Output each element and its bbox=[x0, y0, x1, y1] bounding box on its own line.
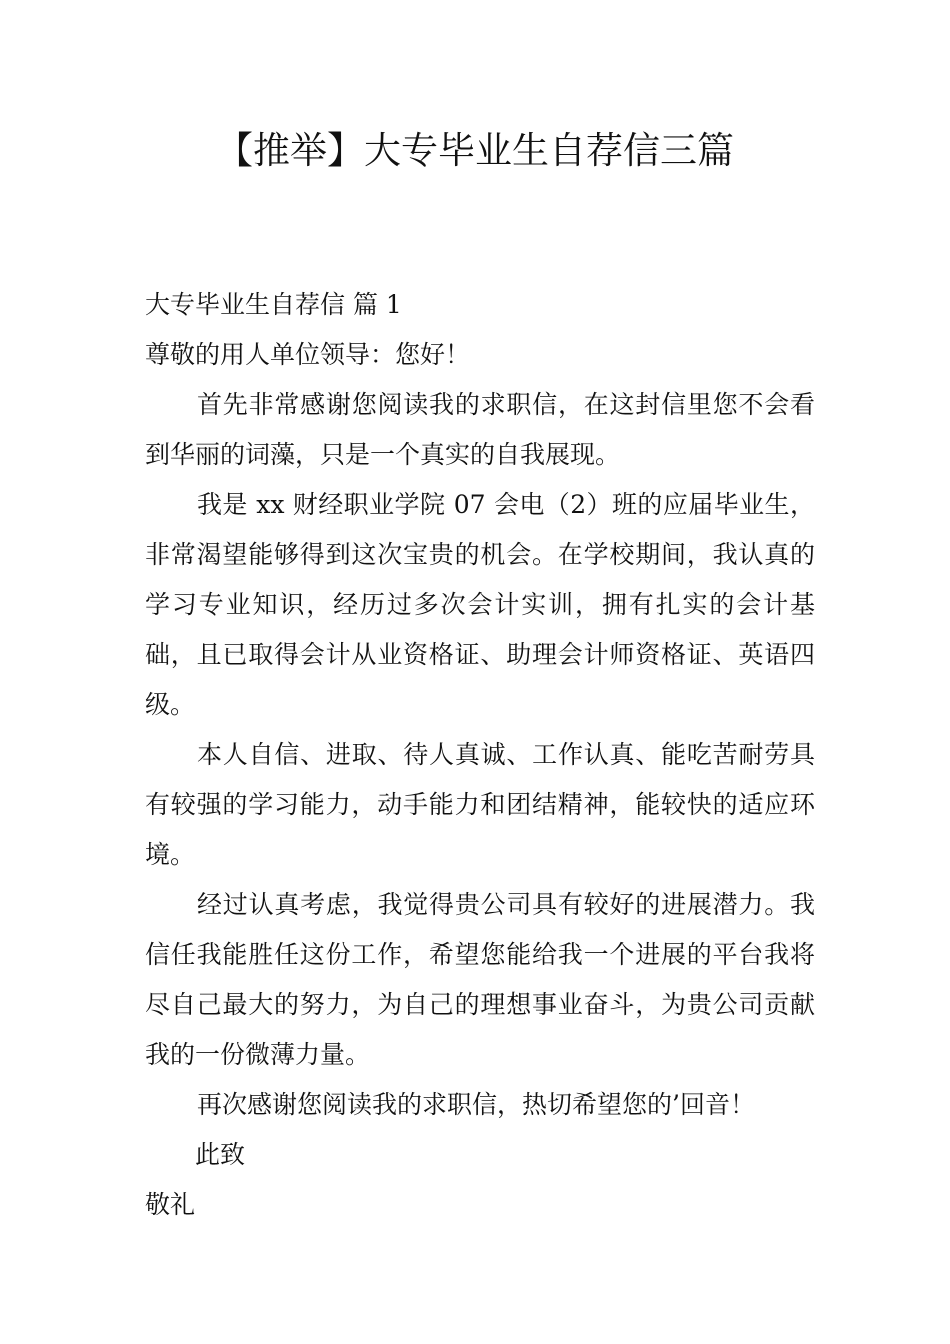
paragraph-motivation: 经过认真考虑，我觉得贵公司具有较好的进展潜力。我信任我能胜任这份工作，希望您能给我一个进展的平台我将尽自己最大的努力，为自己的理想事业奋斗，为贵公司贡献我的一份微薄力量。 bbox=[145, 890, 815, 1069]
closing-jingli: 敬礼 bbox=[145, 1190, 196, 1219]
paragraph-intro: 首先非常感谢您阅读我的求职信，在这封信里您不会看到华丽的词藻，只是一个真实的自我展现。 bbox=[145, 390, 815, 469]
salutation: 尊敬的用人单位领导：您好！ bbox=[145, 340, 471, 369]
closing-cizhi: 此致 bbox=[195, 1140, 246, 1169]
paragraph-background: 我是 xx 财经职业学院 07 会电（2）班的应届毕业生，非常渴望能够得到这次宝贵的机会。在学校期间，我认真的学习专业知识，经历过多次会计实训，拥有扎实的会计基础，且已取得会计从业资格证、助理会计师资格证、英语四级。 bbox=[145, 490, 815, 719]
document-body bbox=[145, 280, 815, 1230]
paragraph-thanks: 再次感谢您阅读我的求职信，热切希望您的’回音！ bbox=[197, 1090, 755, 1119]
section-heading: 大专毕业生自荐信 篇 1 bbox=[145, 290, 402, 319]
document-title: 【推举】大专毕业生自荐信三篇 bbox=[216, 129, 734, 172]
paragraph-qualities: 本人自信、进取、待人真诚、工作认真、能吃苦耐劳具有较强的学习能力，动手能力和团结精神，能较快的适应环境。 bbox=[145, 740, 815, 869]
